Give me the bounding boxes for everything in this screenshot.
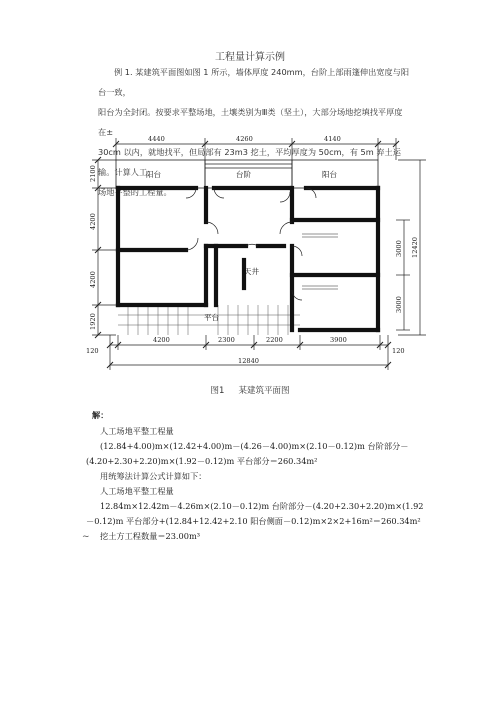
solution-line: －0.12)m 平台部分+(12.84+12.42+2.10 阳台侧面－0.12)m×2×2+16m²＝260.34m² xyxy=(86,516,421,526)
dim-right-2: 3000 xyxy=(395,296,403,313)
dim-top-1: 4440 xyxy=(148,135,165,143)
dim-right-total: 12420 xyxy=(411,237,419,258)
dim-total-width: 12840 xyxy=(238,357,259,365)
room-label-platform: 平台 xyxy=(204,313,219,322)
problem-line: 阳台为全封闭。按要求平整场地，土壤类别为Ⅲ类（坚土），大部分场地挖填找平厚度在± xyxy=(98,107,403,137)
room-label-balcony-right: 阳台 xyxy=(322,170,337,179)
dim-left-3: 4200 xyxy=(89,271,97,288)
solution-line: 挖土方工程数量＝23.00m³ xyxy=(100,531,200,541)
figure-caption-prefix: 图1 xyxy=(210,386,225,396)
dim-bottom-3: 2300 xyxy=(218,336,235,344)
solution-line: 人工场地平整工程量 xyxy=(100,426,174,436)
solution-heading: 解： xyxy=(92,410,109,420)
dim-left-1: 2100 xyxy=(89,165,97,182)
dim-bottom-4: 2200 xyxy=(266,336,283,344)
dim-bottom-1: 120 xyxy=(86,347,99,355)
solution-line: (12.84+4.00)m×(12.42+4.00)m－(4.26－4.00)m×(2.10－0.12)m 台阶部分－ xyxy=(100,441,409,451)
dim-right-1: 3000 xyxy=(395,240,403,257)
dim-top-3: 4140 xyxy=(324,135,341,143)
floor-plan xyxy=(68,130,440,375)
solution-line: 12.84m×12.42m－4.26m×(2.10－0.12)m 台阶部分－(4.20+2.30+2.20)m×(1.92 xyxy=(100,501,424,511)
dim-bottom-2: 4200 xyxy=(153,336,170,344)
scan-mark: ~ xyxy=(82,532,90,542)
dim-left-4: 1920 xyxy=(89,313,97,330)
problem-line: 例 1. 某建筑平面图如图 1 所示，墙体厚度 240mm，台阶上部雨篷伸出宽度与阳台一致， xyxy=(98,67,410,97)
room-label-steps: 台阶 xyxy=(236,170,251,179)
problem-line: 30cm 以内，就地找平，但局部有 23m3 挖土，平均厚度为 50cm，有 5m 弃土运输。计算人工 xyxy=(98,147,401,177)
room-label-courtyard: 天井 xyxy=(244,267,259,276)
dim-top-2: 4260 xyxy=(236,135,253,143)
solution-line: (4.20+2.30+2.20)m×(1.92－0.12)m 平台部分＝260.34m² xyxy=(86,456,318,466)
dim-left-2: 4200 xyxy=(89,213,97,230)
floor-plan-drawing xyxy=(68,130,440,375)
dim-bottom-5: 3900 xyxy=(330,336,347,344)
dim-bottom-6: 120 xyxy=(392,347,405,355)
figure-caption-title: 某建筑平面图 xyxy=(238,386,290,396)
room-label-balcony-left: 阳台 xyxy=(146,170,161,179)
document-title: 工程量计算示例 xyxy=(215,52,285,63)
solution-line: 用统筹法计算公式计算如下： xyxy=(100,471,207,481)
figure-caption xyxy=(0,384,500,396)
problem-line: 场地平整的工程量。 xyxy=(98,187,172,197)
solution-line: 人工场地平整工程量 xyxy=(100,486,174,496)
